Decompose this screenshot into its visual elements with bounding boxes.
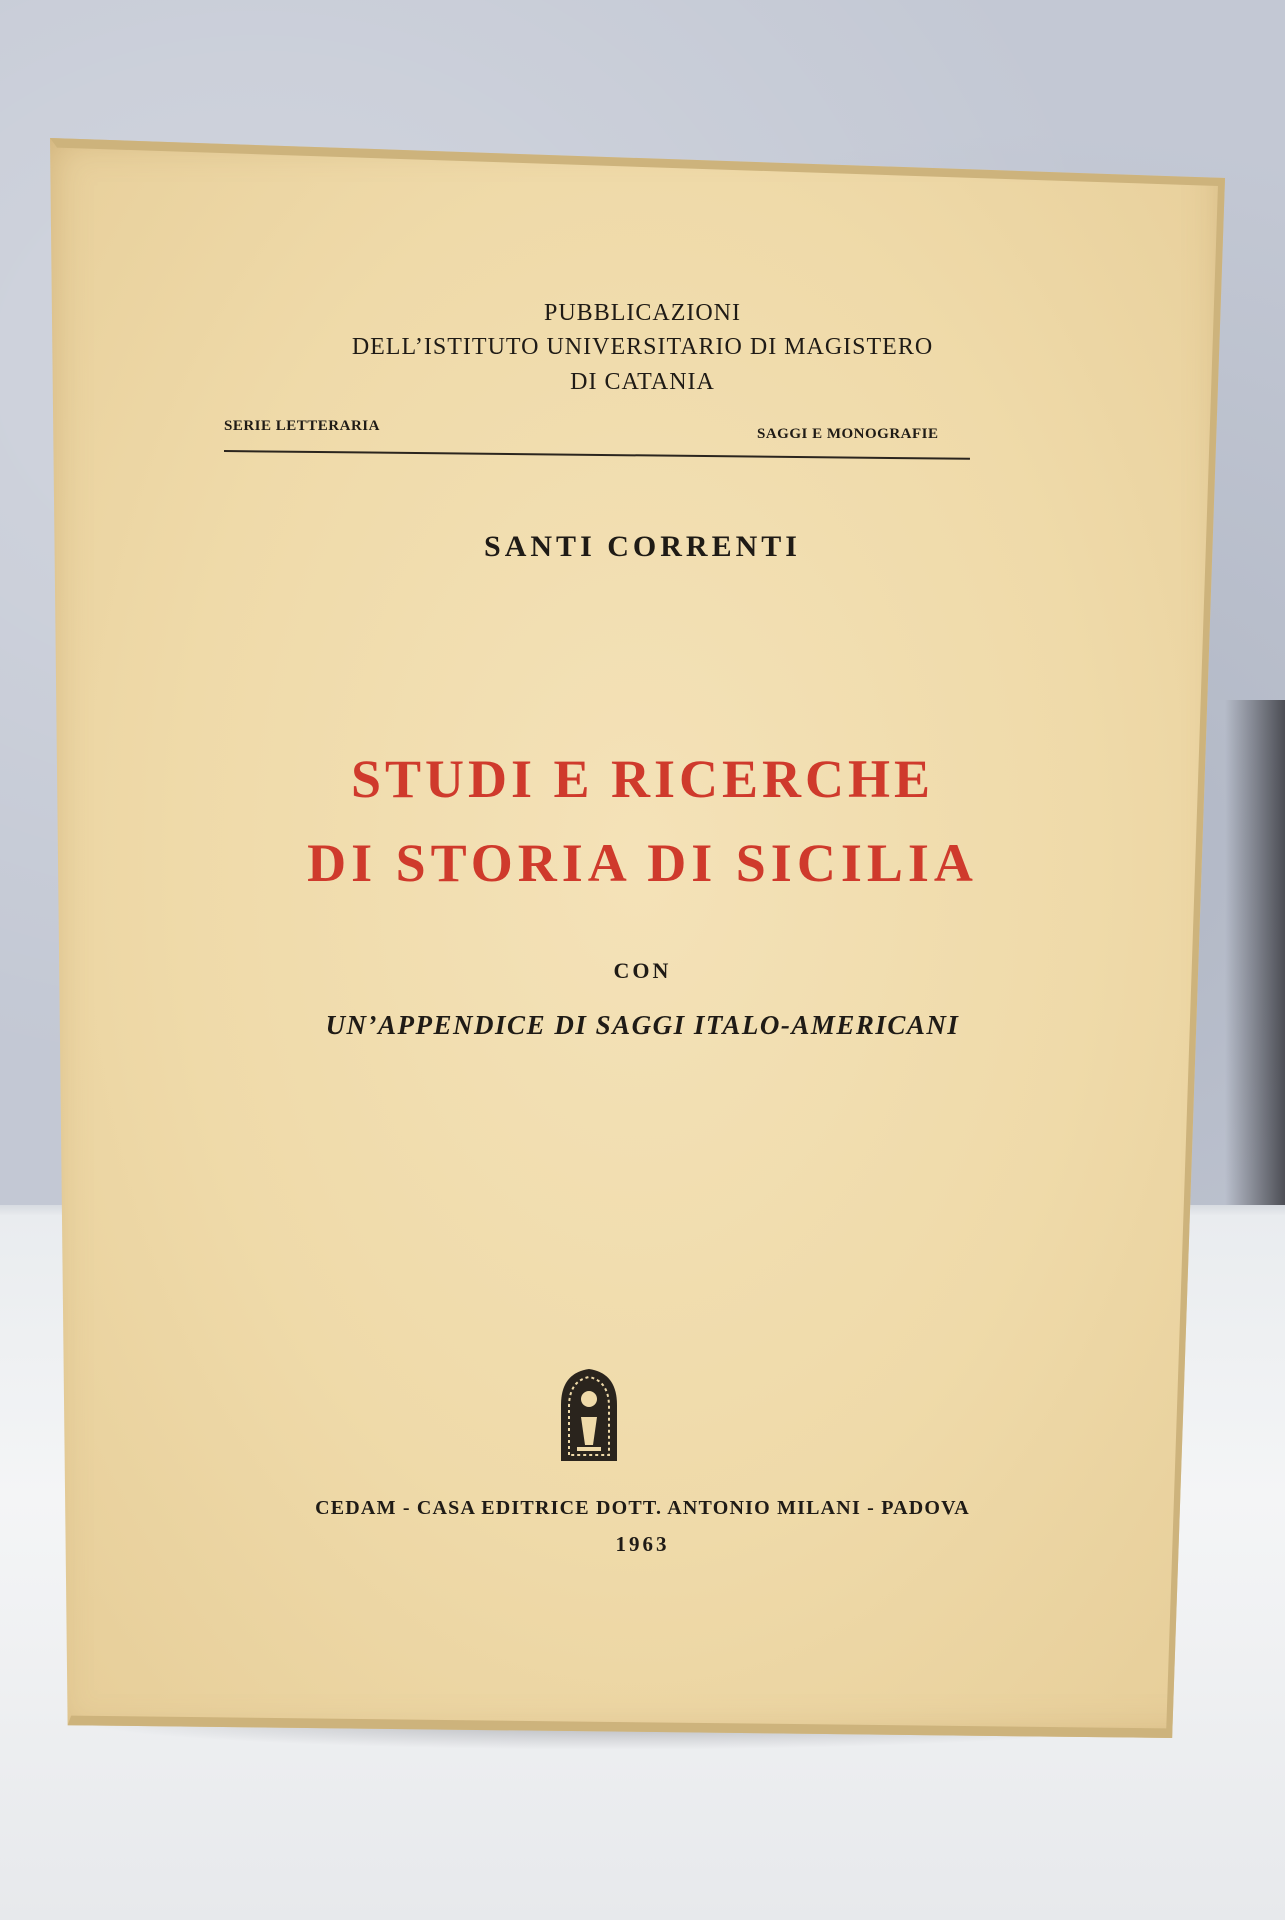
- publisher-line: CEDAM - CASA EDITRICE DOTT. ANTONIO MILANI - PADOVA: [315, 1497, 970, 1519]
- subtitle-appendix: UN’APPENDICE DI SAGGI ITALO-AMERICANI: [325, 1010, 960, 1040]
- title-line-1: STUDI E RICERCHE: [350, 749, 935, 809]
- series-left-label: SERIE LETTERARIA: [224, 418, 380, 434]
- city-line: DI CATANIA: [570, 369, 715, 395]
- publication-year: 1963: [615, 1532, 670, 1556]
- connector-word: CON: [613, 958, 672, 983]
- publisher-emblem-icon: [557, 1365, 621, 1463]
- author-name: SANTI CORRENTI: [484, 530, 801, 563]
- series-right-label: SAGGI E MONOGRAFIE: [757, 426, 939, 442]
- publication-line: PUBBLICAZIONI: [544, 300, 741, 326]
- institute-line: DELL’ISTITUTO UNIVERSITARIO DI MAGISTERO: [351, 334, 934, 360]
- title-line-2: DI STORIA DI SICILIA: [307, 833, 978, 893]
